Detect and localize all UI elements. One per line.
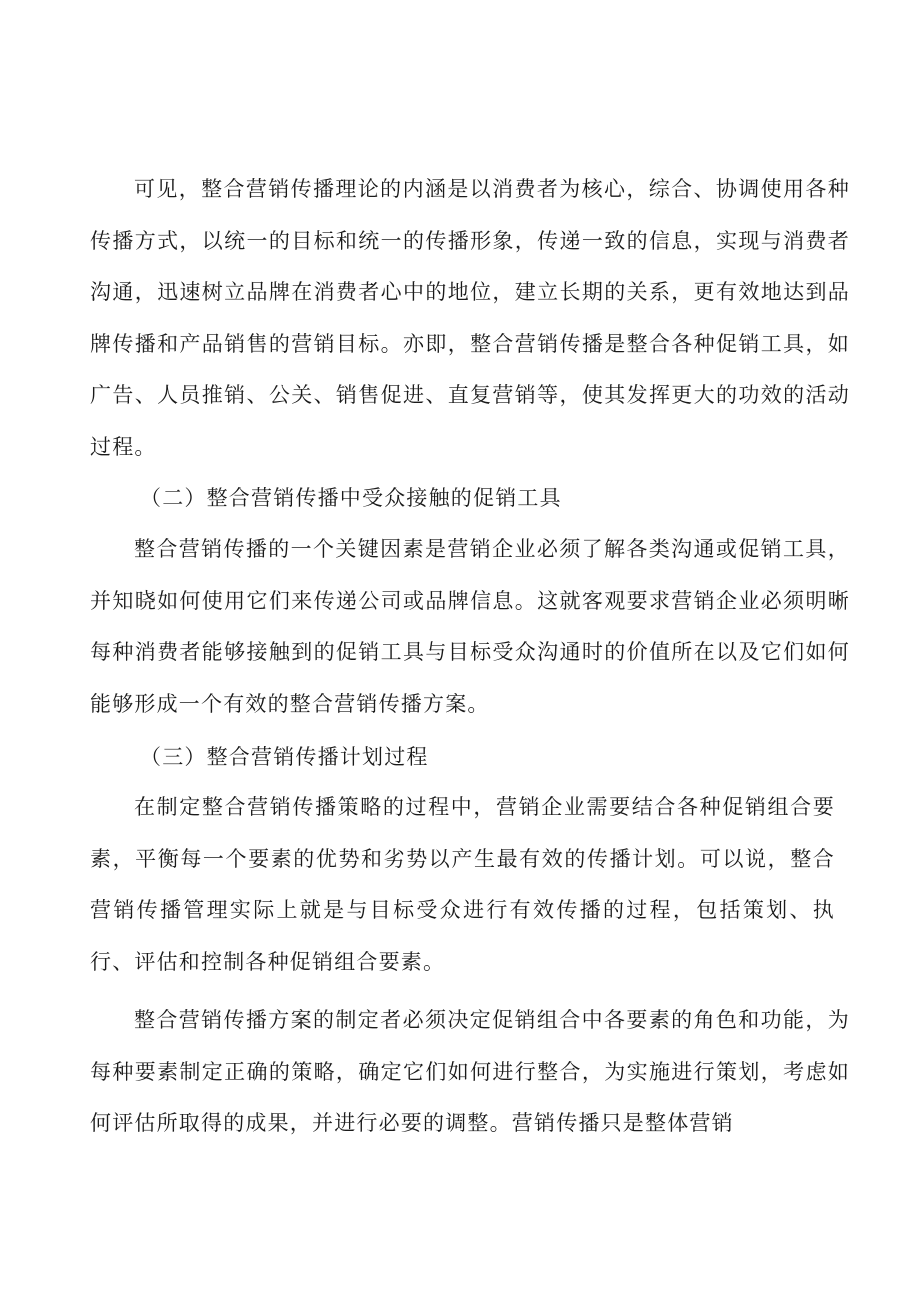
body-paragraph: 整合营销传播的一个关键因素是营销企业必须了解各类沟通或促销工具，并知晓如何使用它们来传递公司或品牌信息。这就客观要求营销企业必须明晰每种消费者能够接触到的促销工具与目标受众沟通时的价值所在以及它们如何能够形成一个有效的整合营销传播方案。 (90, 537, 850, 716)
section-heading: （二）整合营销传播中受众接触的促销工具 (140, 486, 562, 510)
body-paragraph: 在制定整合营销传播策略的过程中，营销企业需要结合各种促销组合要素，平衡每一个要素的优势和劣势以产生最有效的传播计划。可以说，整合营销传播管理实际上就是与目标受众进行有效传播的过程，包括策划、执行、评估和控制各种促销组合要素。 (90, 795, 835, 974)
body-paragraph: 可见，整合营销传播理论的内涵是以消费者为核心，综合、协调使用各种传播方式，以统一的目标和统一的传播形象，传递一致的信息，实现与消费者沟通，迅速树立品牌在消费者心中的地位，建立长期的关系，更有效地达到品牌传播和产品销售的营销目标。亦即，整合营销传播是整合各种促销工具，如广告、人员推销、公关、销售促进、直复营销等，使其发挥更大的功效的活动过程。 (90, 177, 850, 459)
section-heading: （三）整合营销传播计划过程 (140, 745, 429, 769)
body-paragraph: 整合营销传播方案的制定者必须决定促销组合中各要素的角色和功能，为每种要素制定正确的策略，确定它们如何进行整合，为实施进行策划，考虑如何评估所取得的成果，并进行必要的调整。营销传播只是整体营销 (90, 1008, 850, 1135)
